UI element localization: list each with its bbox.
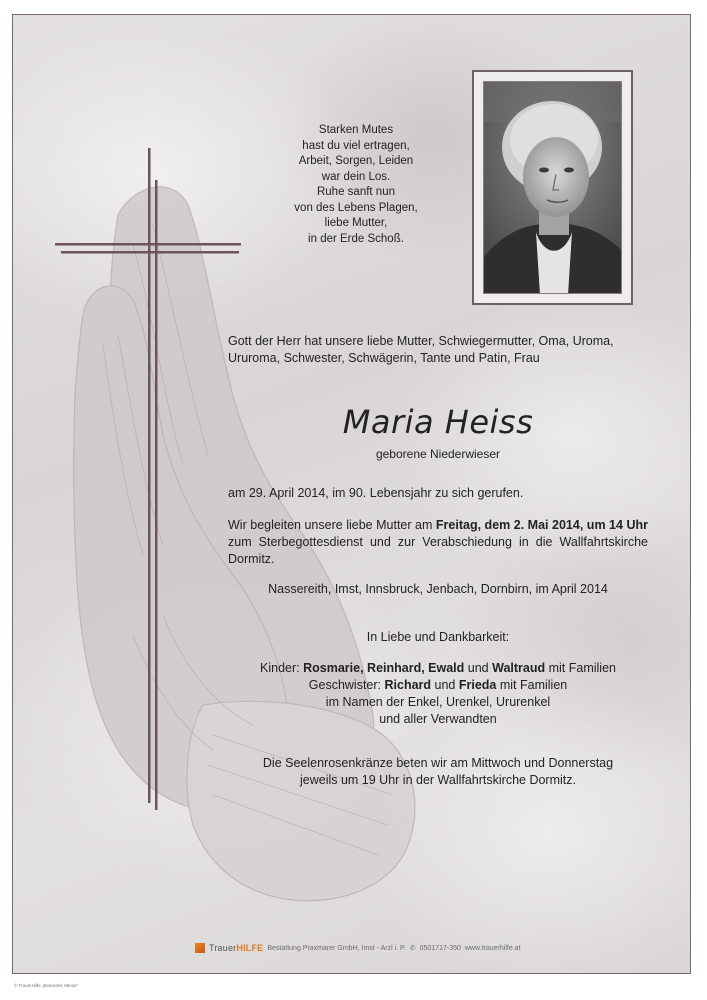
closing-line: In Liebe und Dankbarkeit:: [366, 630, 510, 644]
portrait-frame: [472, 70, 633, 305]
rosary-notice: [228, 755, 648, 789]
memorial-poem: [266, 123, 446, 247]
death-notice: am 29. April 2014, im 90. Lebensjahr zu sich gerufen.: [228, 486, 524, 500]
funeral-intro: Wir begleiten unsere liebe Mutter am: [228, 518, 436, 532]
funeral-date: Freitag, dem 2. Mai 2014, um 14 Uhr: [435, 518, 648, 532]
rosary-line: Die Seelenrosenkränze beten wir am Mittwoch und Donnerstag: [262, 756, 614, 770]
siblings-line: Geschwister: Richard und Frieda mit Familien: [308, 678, 568, 692]
funeral-rest: zum Sterbegottesdienst und zur Verabschiedung in die Wallfahrtskirche Dormitz.: [228, 535, 648, 566]
poem-line: Starken Mutes: [318, 124, 394, 136]
mourners-list: [228, 660, 648, 728]
parte-card: [12, 14, 691, 974]
maiden-name: geborene Niederwieser: [375, 447, 501, 461]
relatives-line: und aller Verwandten: [379, 712, 497, 726]
children-line: Kinder: Rosmarie, Reinhard, Ewald und Waltraud mit Familien: [260, 661, 616, 675]
trauerhilfe-logo-icon: [195, 943, 205, 953]
poem-line: Ruhe sanft nun: [316, 186, 395, 198]
poem-line: hast du viel ertragen,: [302, 139, 410, 152]
grandchildren-line: im Namen der Enkel, Urenkel, Ururenkel: [325, 695, 551, 709]
portrait-photo: [483, 81, 622, 294]
deceased-name: Maria Heiss: [342, 403, 534, 441]
poem-line: war dein Los.: [321, 170, 391, 183]
phone-icon: ✆: [409, 945, 416, 952]
funeral-notice: [228, 517, 648, 568]
website-link[interactable]: www.trauerhilfe.at: [464, 944, 521, 952]
brand-name: TrauerHILFE: [209, 943, 264, 953]
poem-line: Arbeit, Sorgen, Leiden: [298, 155, 414, 167]
image-credit: © TrauerHilfe „Betendes Hände“: [14, 983, 79, 988]
company-name: Bestattung Praxmarer GmbH, Imst - Arzl i. P.: [267, 944, 406, 952]
phone-number: 0501717-350: [419, 944, 461, 952]
announcement-line: Ururoma, Schwester, Schwägerin, Tante und Patin, Frau: [228, 351, 540, 365]
poem-line: in der Erde Schoß.: [308, 232, 404, 245]
poem-line: von des Lebens Plagen,: [294, 201, 418, 214]
places-line: Nassereith, Imst, Innsbruck, Jenbach, Dornbirn, im April 2014: [268, 582, 608, 596]
poem-line: liebe Mutter,: [324, 217, 388, 229]
announcement-line: Gott der Herr hat unsere liebe Mutter, Schwiegermutter, Oma, Uroma,: [228, 334, 614, 348]
announcement-text: [228, 333, 648, 367]
rosary-line: jeweils um 19 Uhr in der Wallfahrtskirche Dormitz.: [299, 773, 576, 787]
footer: [195, 941, 521, 955]
